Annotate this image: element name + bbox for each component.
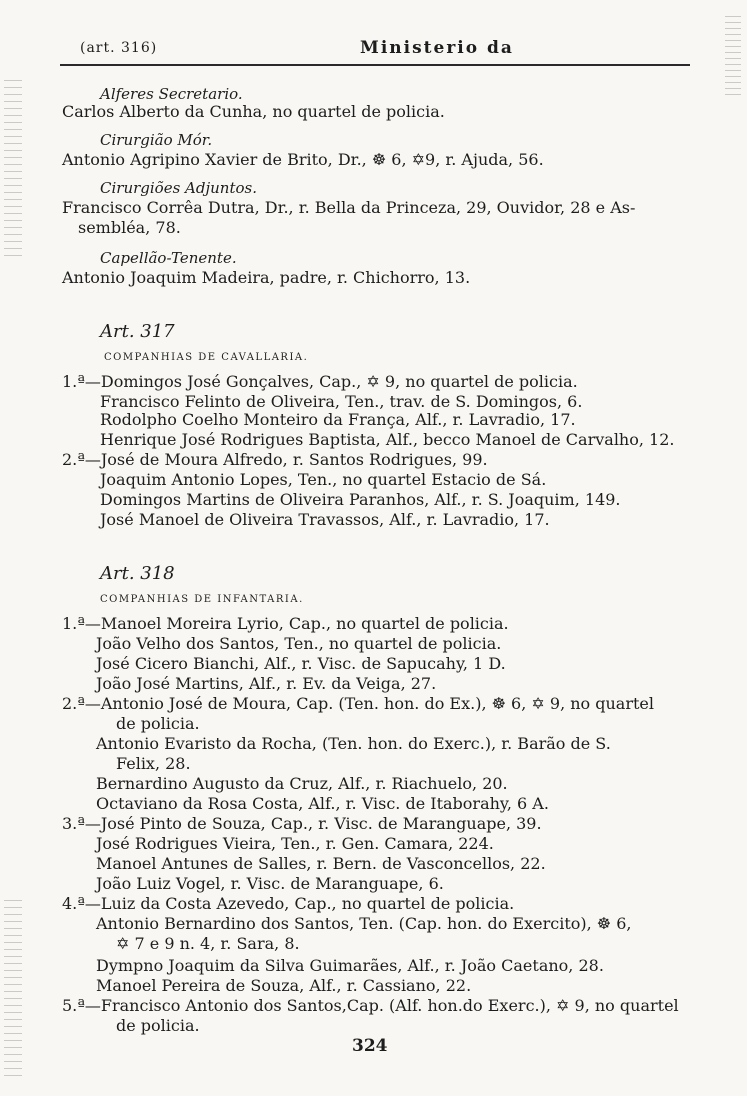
text-line: 2.ª—José de Moura Alfredo, r. Santos Rodrigues, 99. <box>62 450 488 469</box>
text-line: ✡ 7 e 9 n. 4, r. Sara, 8. <box>116 934 300 953</box>
text-line: José Rodrigues Vieira, Ten., r. Gen. Camara, 224. <box>96 834 494 853</box>
text-line: 1.ª—Domingos José Gonçalves, Cap., ✡ 9, no quartel de policia. <box>62 372 578 391</box>
text-line: Antonio Agripino Xavier de Brito, Dr., ☸ 6, ✡9, r. Ajuda, 56. <box>62 150 544 169</box>
text-line: Felix, 28. <box>116 754 191 773</box>
margin-scan-noise <box>725 16 741 96</box>
text-line: 1.ª—Manoel Moreira Lyrio, Cap., no quartel de policia. <box>62 614 509 633</box>
text-line: 3.ª—José Pinto de Souza, Cap., r. Visc. de Maranguape, 39. <box>62 814 542 833</box>
text-line: Bernardino Augusto da Cruz, Alf., r. Riachuelo, 20. <box>96 774 508 793</box>
article-heading: Art. 317 <box>100 321 175 342</box>
margin-scan-noise <box>4 900 22 1080</box>
role-heading: Cirurgiões Adjuntos. <box>100 179 257 197</box>
text-line: Carlos Alberto da Cunha, no quartel de policia. <box>62 102 445 121</box>
role-heading: Alferes Secretario. <box>100 85 243 103</box>
text-line: de policia. <box>116 714 200 733</box>
text-line: sembléa, 78. <box>78 218 181 237</box>
margin-scan-noise <box>4 80 22 260</box>
text-line: Antonio Bernardino dos Santos, Ten. (Cap. hon. do Exercito), ☸ 6, <box>96 914 632 933</box>
text-line: Francisco Felinto de Oliveira, Ten., trav. de S. Domingos, 6. <box>100 392 583 411</box>
page-header <box>60 36 690 66</box>
header-title: Ministerio da <box>360 38 514 58</box>
text-line: 4.ª—Luiz da Costa Azevedo, Cap., no quartel de policia. <box>62 894 515 913</box>
text-line: João José Martins, Alf., r. Ev. da Veiga, 27. <box>96 674 437 693</box>
text-line: 5.ª—Francisco Antonio dos Santos,Cap. (Alf. hon.do Exerc.), ✡ 9, no quartel <box>62 996 679 1015</box>
text-line: Manoel Antunes de Salles, r. Bern. de Vasconcellos, 22. <box>96 854 546 873</box>
text-line: Manoel Pereira de Souza, Alf., r. Cassiano, 22. <box>96 976 472 995</box>
text-line: Dympno Joaquim da Silva Guimarães, Alf., r. João Caetano, 28. <box>96 956 604 975</box>
text-line: Octaviano da Rosa Costa, Alf., r. Visc. de Itaborahy, 6 A. <box>96 794 549 813</box>
text-line: de policia. <box>116 1016 200 1035</box>
text-line: Rodolpho Coelho Monteiro da França, Alf., r. Lavradio, 17. <box>100 410 576 429</box>
text-line: 2.ª—Antonio José de Moura, Cap. (Ten. hon. do Ex.), ☸ 6, ✡ 9, no quartel <box>62 694 655 713</box>
section-heading: COMPANHIAS DE CAVALLARIA. <box>104 352 309 363</box>
text-line: José Cicero Bianchi, Alf., r. Visc. de Sapucahy, 1 D. <box>96 654 506 673</box>
page-number: 324 <box>352 1036 388 1056</box>
text-line: Domingos Martins de Oliveira Paranhos, Alf., r. S. Joaquim, 149. <box>100 490 621 509</box>
role-heading: Capellão-Tenente. <box>100 249 237 267</box>
header-article: (art. 316) <box>80 40 158 56</box>
role-heading: Cirurgião Mór. <box>100 131 213 149</box>
text-line: Francisco Corrêa Dutra, Dr., r. Bella da Princeza, 29, Ouvidor, 28 e As- <box>62 198 636 217</box>
text-line: Henrique José Rodrigues Baptista, Alf., becco Manoel de Carvalho, 12. <box>100 430 675 449</box>
text-line: Antonio Evaristo da Rocha, (Ten. hon. do Exerc.), r. Barão de S. <box>96 734 611 753</box>
text-line: Joaquim Antonio Lopes, Ten., no quartel Estacio de Sá. <box>100 470 547 489</box>
section-heading: COMPANHIAS DE INFANTARIA. <box>100 594 304 605</box>
text-line: João Luiz Vogel, r. Visc. de Maranguape, 6. <box>96 874 444 893</box>
text-line: João Velho dos Santos, Ten., no quartel de policia. <box>96 634 502 653</box>
text-line: Antonio Joaquim Madeira, padre, r. Chichorro, 13. <box>62 268 471 287</box>
article-heading: Art. 318 <box>100 563 175 584</box>
text-line: José Manoel de Oliveira Travassos, Alf., r. Lavradio, 17. <box>100 510 550 529</box>
